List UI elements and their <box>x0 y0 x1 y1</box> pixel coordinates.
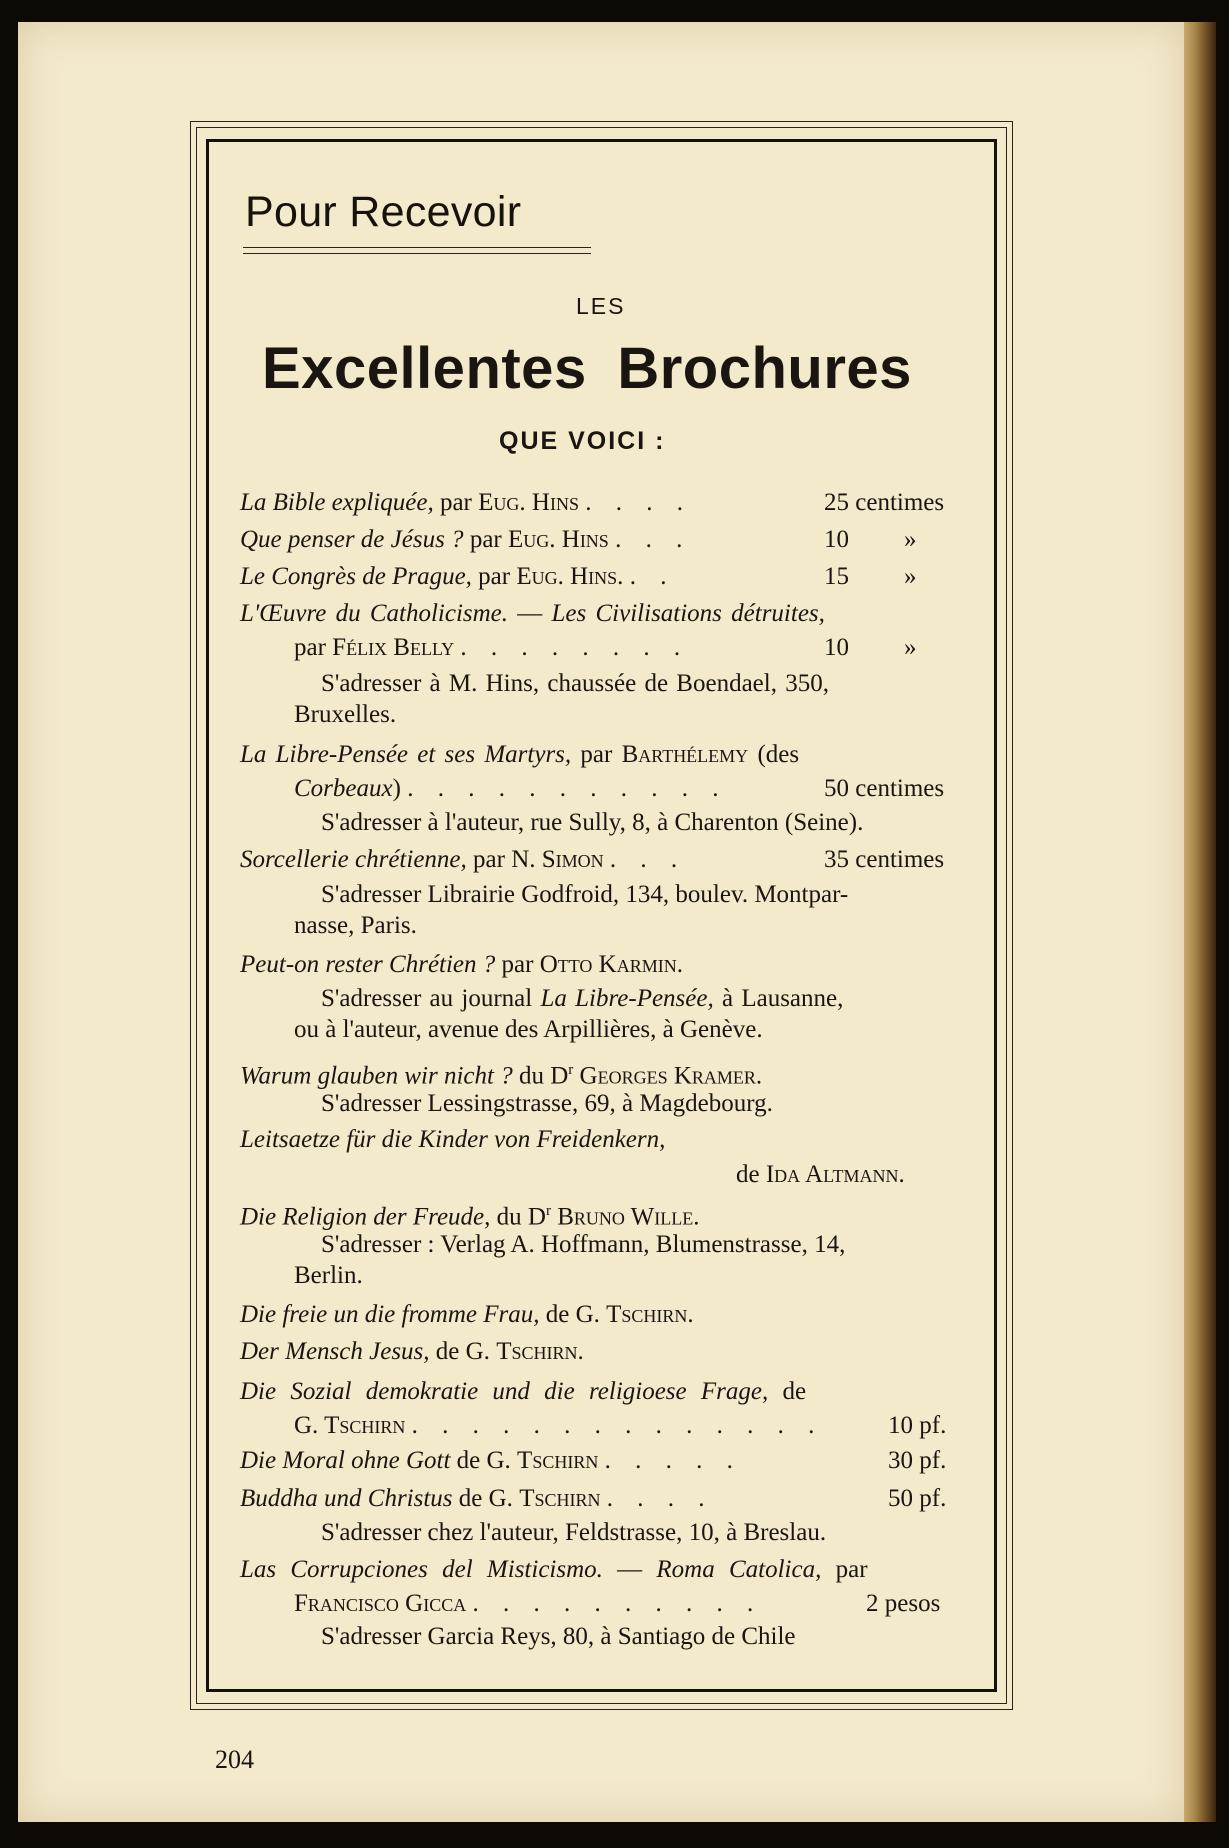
entry-16-price: 2 pesos <box>866 1590 941 1617</box>
entry-title: La Bible expliquée, <box>240 489 434 516</box>
entry-by: de G. <box>545 1301 600 1328</box>
entry-title: Que penser de Jésus ? <box>240 526 464 553</box>
entry-by: de G. <box>435 1338 490 1365</box>
page-number: 204 <box>215 1745 254 1774</box>
entry-author-rest: ins <box>549 489 579 516</box>
title-rule-1 <box>243 247 591 248</box>
entry-5-line-2 <box>294 774 727 804</box>
entry-title: Peut-on rester Chrétien ? <box>240 951 496 978</box>
entry-13-author-line <box>294 1411 823 1441</box>
entry-title-2: Les Civilisations détruites, <box>551 600 825 627</box>
entry-by: du D <box>518 1062 569 1090</box>
address-text: à Lausanne, <box>721 985 844 1012</box>
leader-dots: . . . <box>615 526 692 553</box>
entry-author: Eug. H <box>478 489 550 516</box>
entry-by: par <box>478 563 511 590</box>
entry-11 <box>240 1300 694 1330</box>
entry-author: Francisco Gicca <box>294 1590 467 1617</box>
address-text: S'adresser au journal <box>321 985 533 1012</box>
entry-8 <box>240 1055 762 1091</box>
entry-6 <box>240 845 686 875</box>
entry-author: N. S <box>511 846 556 873</box>
entry-by: de G. <box>458 1485 513 1512</box>
entry-author-rest: ins. <box>588 563 624 590</box>
entry-author: Tschirn <box>517 1447 599 1474</box>
title-rule-2 <box>243 253 591 254</box>
entry-4-address: S'adresser à M. Hins, chaussée de Boendael, 350, <box>321 670 829 697</box>
entry-title-2: Corbeaux <box>294 775 393 802</box>
entry-title: Le Congrès de Prague, <box>240 563 472 590</box>
entry-title: La Libre-Pensée et ses Martyrs, <box>240 741 572 768</box>
entry-4-address-2: Bruxelles. <box>294 701 397 728</box>
entry-title: Leitsaetze für die Kinder von Freidenkern, <box>240 1126 666 1153</box>
entry-3-price: 15 <box>824 563 849 590</box>
entry-2-price: 10 <box>824 526 849 553</box>
journal-name: La Libre-Pensée, <box>540 985 714 1012</box>
leader-dots: . . . . . <box>604 1447 742 1474</box>
heading-les: LES <box>576 293 626 319</box>
entry-title: Die freie un die fromme Frau, <box>240 1301 540 1328</box>
leader-dots: . . . . <box>585 489 692 516</box>
entry-3 <box>240 562 675 592</box>
leader-dots: . . . . . . . . <box>460 634 690 661</box>
entry-by: par <box>501 951 534 978</box>
entry-author: Georges Kramer. <box>579 1062 763 1090</box>
leader-dots: . . . . . . . . . . . <box>407 775 728 802</box>
dash: — <box>517 600 543 627</box>
entry-7-address-2: ou à l'auteur, avenue des Arpillières, à Genève. <box>294 1016 763 1043</box>
entry-title: Warum glauben wir nicht ? <box>240 1062 513 1090</box>
entry-title: Die Religion der Freude, <box>240 1203 491 1231</box>
entry-4 <box>240 599 825 629</box>
entry-3-ditto: » <box>904 563 917 590</box>
entry-7 <box>240 950 683 980</box>
entry-author-rest: imon <box>555 846 604 873</box>
entry-author: Eug. H <box>507 526 580 553</box>
leader-dots: . . <box>629 563 676 590</box>
entry-2-ditto: » <box>904 526 917 553</box>
entry-8-address: S'adresser Lessingstrasse, 69, à Magdebourg. <box>321 1090 773 1117</box>
entry-5 <box>240 740 799 770</box>
entry-16-address: S'adresser Garcia Reys, 80, à Santiago de Chile <box>321 1623 796 1650</box>
superscript: r <box>545 1203 551 1219</box>
paren: ) <box>392 775 401 802</box>
entry-author: G. Tschirn <box>294 1412 406 1439</box>
entry-title: Las Corrupciones del Misticismo. <box>240 1556 603 1583</box>
entry-by: par <box>469 526 502 553</box>
entry-10-address: S'adresser : Verlag A. Hoffmann, Blumenstrasse, 14, <box>321 1231 846 1258</box>
entry-4-author-line <box>294 633 689 663</box>
entry-by: par <box>473 846 505 873</box>
page-edge <box>1184 22 1216 1822</box>
entry-1-price: 25 centimes <box>824 489 945 516</box>
entry-title: Buddha und Christus <box>240 1485 453 1512</box>
entry-by: de <box>782 1378 807 1405</box>
entry-6-price: 35 centimes <box>824 846 945 873</box>
entry-7-address <box>321 984 843 1014</box>
entry-12 <box>240 1337 584 1367</box>
entry-title-2: Roma Catolica, <box>656 1556 822 1583</box>
entry-author: Tschirn. <box>606 1301 694 1328</box>
superscript: r <box>568 1062 574 1078</box>
entry-6-address: S'adresser Librairie Godfroid, 134, boulev. Montpar- <box>321 881 849 908</box>
entry-by: de G. <box>456 1447 511 1474</box>
entry-10 <box>240 1196 700 1232</box>
entry-10-address-2: Berlin. <box>294 1262 363 1289</box>
entry-by: par <box>835 1556 868 1583</box>
entry-5-price: 50 centimes <box>824 775 945 802</box>
entry-15 <box>240 1484 713 1514</box>
entry-by: par <box>439 489 472 516</box>
entry-4-price: 10 <box>824 634 849 661</box>
entry-6-address-2: nasse, Paris. <box>294 912 417 939</box>
entry-14-price: 30 pf. <box>888 1447 947 1474</box>
entry-2 <box>240 525 691 555</box>
entry-author-rest: ins <box>579 526 609 553</box>
entry-by: par <box>580 741 613 768</box>
page-title: Pour Recevoir <box>245 188 522 236</box>
entry-by: de <box>736 1161 760 1188</box>
subtitle: QUE VOICI : <box>499 427 666 455</box>
entry-title: Die Moral ohne Gott <box>240 1447 451 1474</box>
entry-15-address: S'adresser chez l'auteur, Feldstrasse, 10, à Breslau. <box>321 1519 827 1546</box>
entry-1 <box>240 488 692 518</box>
entry-author: Eug. H <box>516 563 589 590</box>
entry-13 <box>240 1377 806 1407</box>
leader-dots: . . . . . . . . . . <box>472 1590 763 1617</box>
entry-author: Tschirn. <box>496 1338 584 1365</box>
entry-16 <box>240 1555 868 1585</box>
entry-author: Félix B <box>332 634 410 661</box>
entry-author-rest: elly <box>409 634 455 661</box>
entry-title: L'Œuvre du Catholicisme. <box>240 600 509 627</box>
entry-author: Barthélemy <box>621 741 749 768</box>
leader-dots: . . . . <box>606 1485 714 1512</box>
entry-13-price: 10 pf. <box>888 1412 947 1439</box>
entry-16-author-line <box>294 1589 762 1619</box>
dash: — <box>617 1556 643 1583</box>
entry-by: du D <box>496 1203 546 1231</box>
entry-14 <box>240 1446 742 1476</box>
entry-author: Tschirn <box>519 1485 601 1512</box>
entry-15-price: 50 pf. <box>888 1485 947 1512</box>
entry-title: Sorcellerie chrétienne, <box>240 846 467 873</box>
entry-by: par <box>294 634 326 661</box>
entry-author: Bruno Wille. <box>557 1203 700 1231</box>
leader-dots: . . . . . . . . . . . . . . <box>411 1412 824 1439</box>
entry-title: Die Sozial demokratie und die religioese Frage, <box>240 1378 769 1405</box>
entry-title: Der Mensch Jesus, <box>240 1338 430 1365</box>
entry-author: Otto Karmin. <box>539 951 683 978</box>
entry-9-author-line <box>736 1160 905 1190</box>
paren: (des <box>757 741 800 768</box>
entry-5-address: S'adresser à l'auteur, rue Sully, 8, à Charenton (Seine). <box>321 809 864 836</box>
entry-author: Ida Altmann. <box>765 1161 905 1188</box>
main-title: Excellentes Brochures <box>262 336 912 401</box>
entry-4-ditto: » <box>904 634 917 661</box>
leader-dots: . . . <box>609 846 687 873</box>
entry-9 <box>240 1125 665 1155</box>
